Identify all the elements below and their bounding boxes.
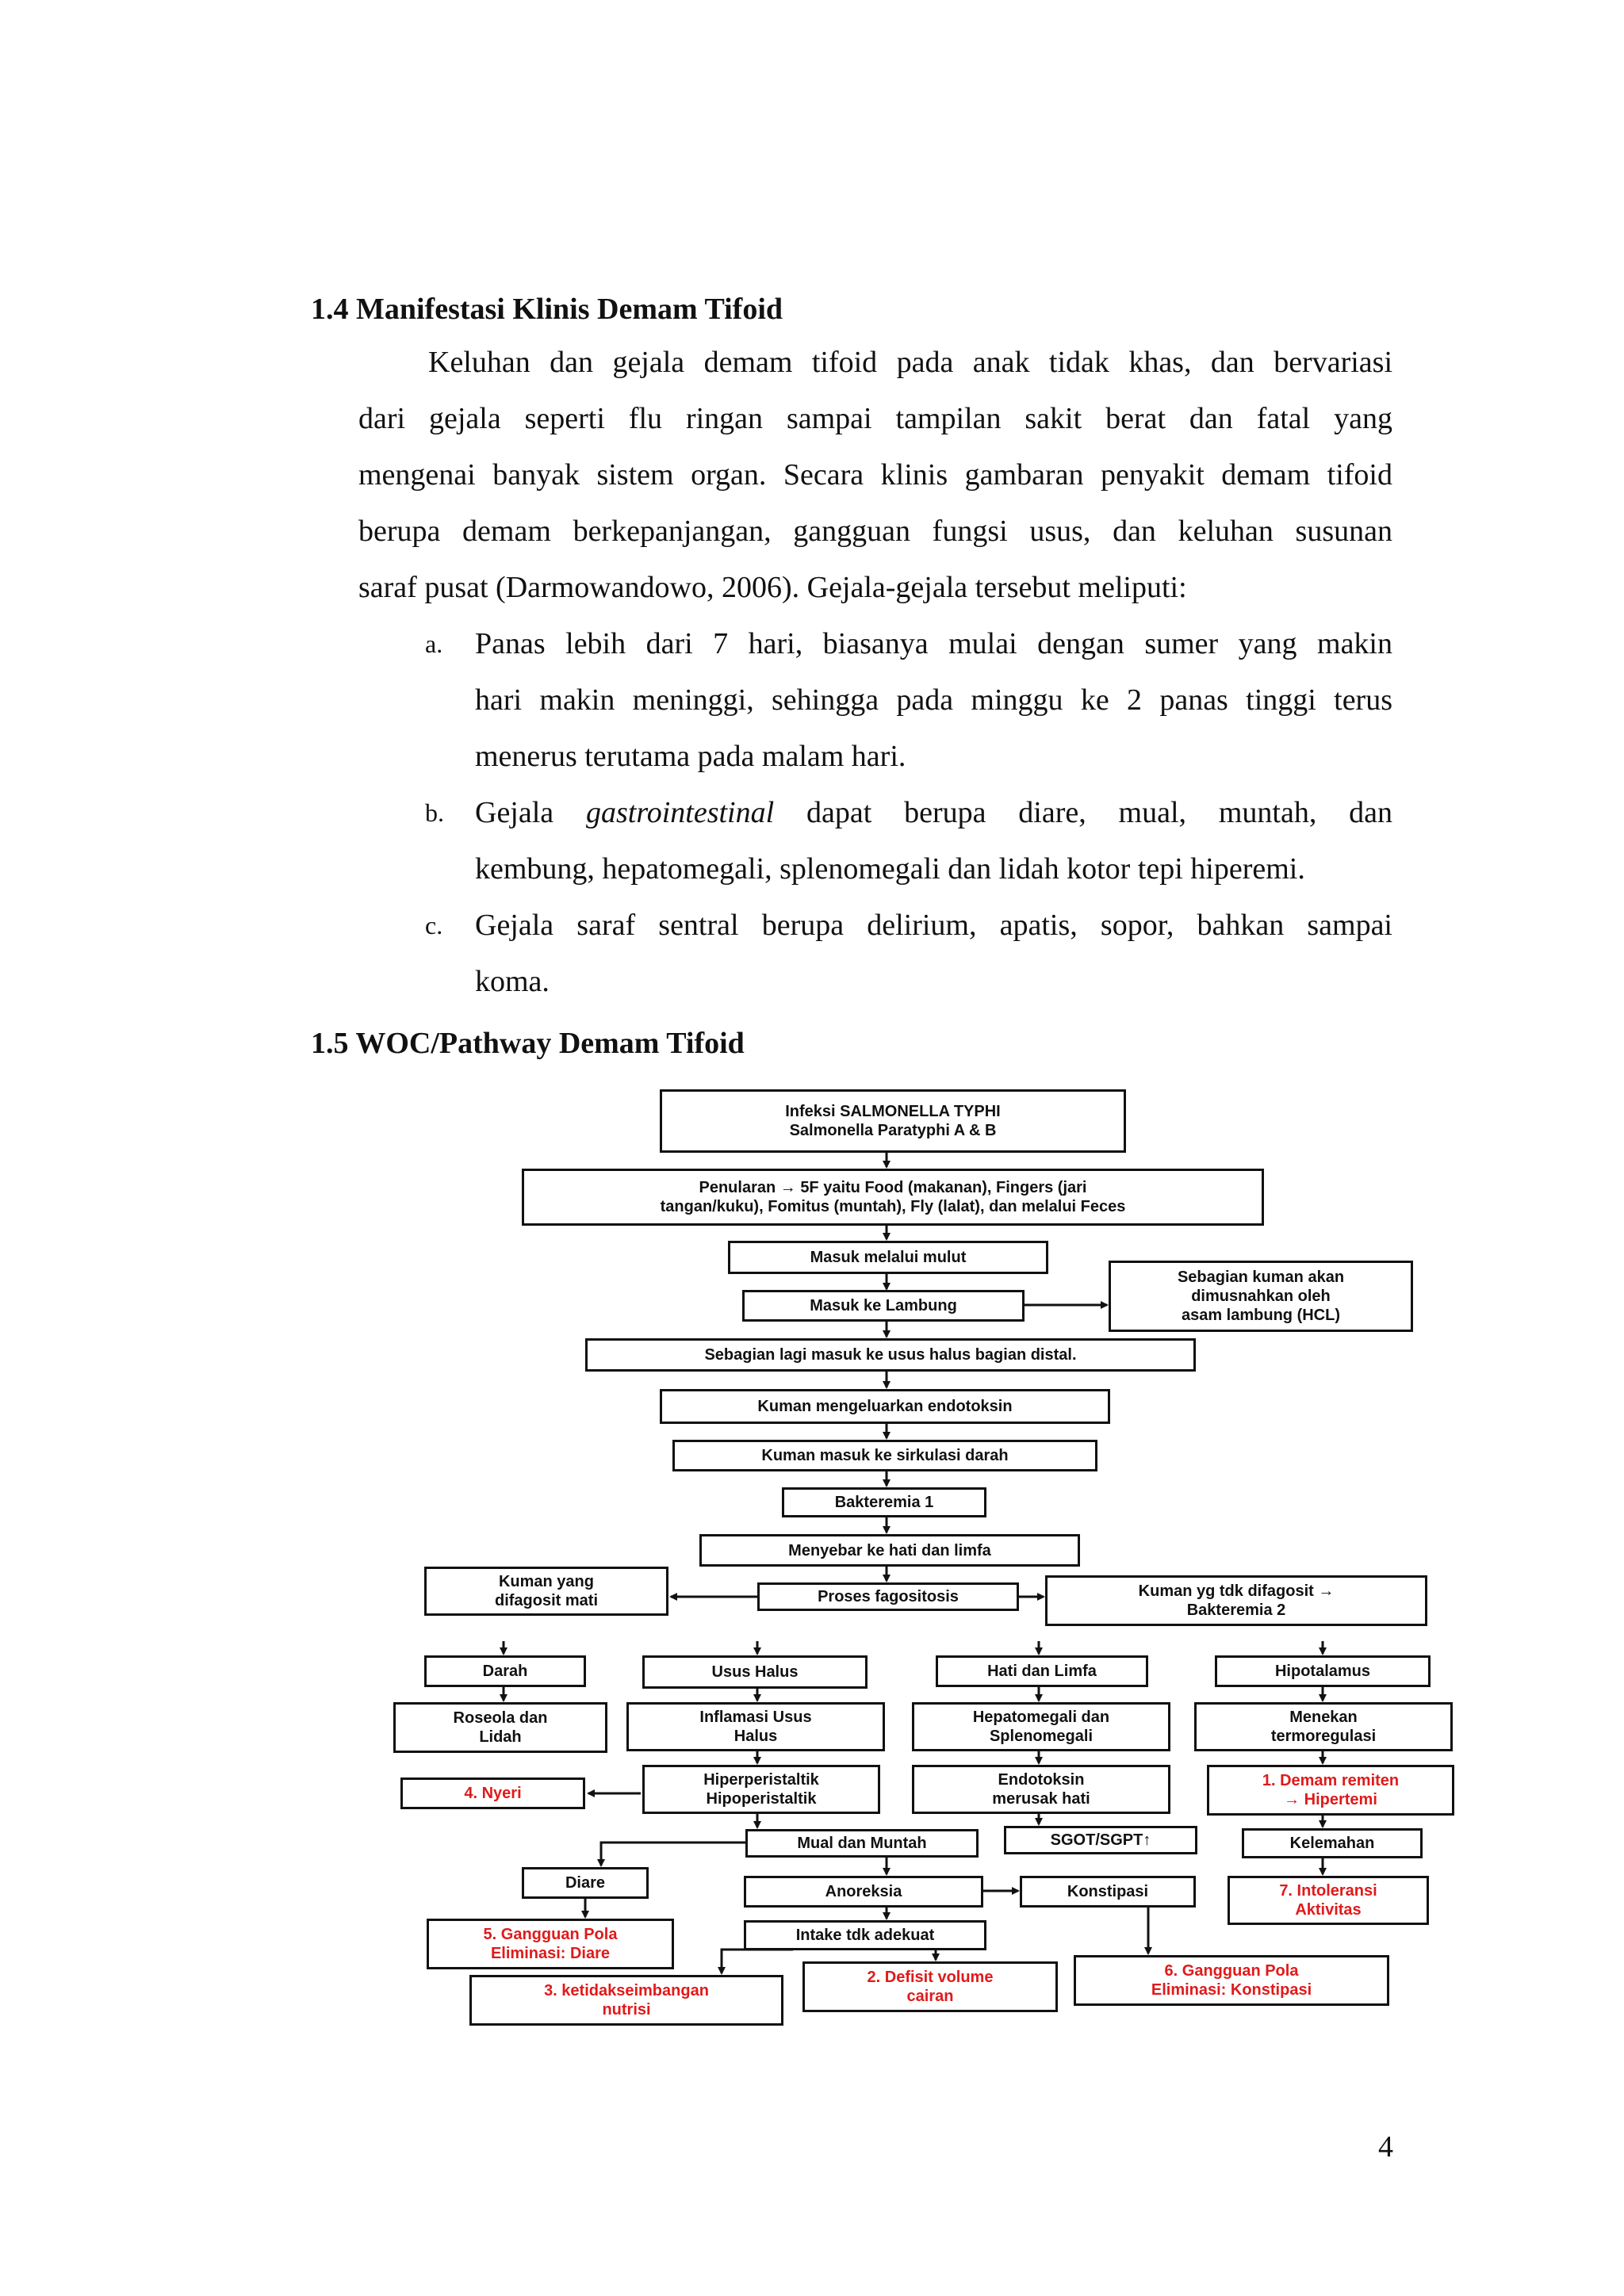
box-usus-distal: Sebagian lagi masuk ke usus halus bagian distal.	[585, 1338, 1196, 1372]
intro-line-3: mengenai banyak sistem organ. Secara klinis gambaran penyakit demam tifoid	[358, 458, 1392, 492]
box-fagositosis: Proses fagositosis	[757, 1582, 1019, 1611]
section-heading-1-5: 1.5 WOC/Pathway Demam Tifoid	[311, 1027, 745, 1060]
list-c-line-2: koma.	[475, 965, 550, 998]
list-marker: c.	[425, 911, 443, 939]
box-termoregulasi: Menekan termoregulasi	[1194, 1702, 1453, 1751]
box-menyebar: Menyebar ke hati dan limfa	[699, 1534, 1080, 1567]
box-infeksi: Infeksi SALMONELLA TYPHI Salmonella Paratyphi A & B	[660, 1089, 1126, 1153]
box-lambung: Masuk ke Lambung	[742, 1290, 1025, 1322]
box-inflamasi: Inflamasi Usus Halus	[626, 1702, 885, 1751]
box-intake: Intake tdk adekuat	[744, 1920, 986, 1950]
box-endotoksin: Kuman mengeluarkan endotoksin	[660, 1389, 1110, 1424]
box-sgot-sgpt: SGOT/SGPT↑	[1004, 1826, 1197, 1854]
box-intoleransi: 7. Intoleransi Aktivitas	[1228, 1876, 1429, 1925]
box-peristaltik: Hiperperistaltik Hipoperistaltik	[642, 1765, 880, 1814]
box-anoreksia: Anoreksia	[744, 1876, 983, 1908]
list-c-line-1: Gejala saraf sentral berupa delirium, apatis, sopor, bahkan sampai	[475, 909, 1392, 942]
list-marker: b.	[425, 798, 444, 827]
box-hepatomegali: Hepatomegali dan Splenomegali	[912, 1702, 1170, 1751]
box-usus-halus: Usus Halus	[642, 1655, 868, 1689]
box-hati-limfa: Hati dan Limfa	[936, 1655, 1148, 1687]
box-sirkulasi: Kuman masuk ke sirkulasi darah	[672, 1440, 1097, 1471]
box-konstipasi: Konstipasi	[1020, 1876, 1196, 1908]
box-demam-remiten: 1. Demam remiten → Hipertemi	[1207, 1765, 1454, 1816]
list-a-line-1: Panas lebih dari 7 hari, biasanya mulai dengan sumer yang makin	[475, 627, 1392, 660]
box-kelemahan: Kelemahan	[1242, 1828, 1423, 1858]
box-difagosit-mati: Kuman yang difagosit mati	[424, 1567, 668, 1616]
list-marker: a.	[425, 629, 443, 658]
box-bakteremia-2: Kuman yg tdk difagosit → Bakteremia 2	[1045, 1575, 1427, 1626]
box-nutrisi: 3. ketidakseimbangan nutrisi	[469, 1975, 783, 2026]
box-hcl: Sebagian kuman akan dimusnahkan oleh asam lambung (HCL)	[1109, 1261, 1413, 1332]
box-roseola: Roseola dan Lidah	[393, 1702, 607, 1753]
list-b-italic: gastrointestinal	[585, 796, 775, 829]
list-a-line-2: hari makin meninggi, sehingga pada minggu ke 2 panas tinggi terus	[475, 683, 1392, 717]
box-gangguan-konstipasi: 6. Gangguan Pola Eliminasi: Konstipasi	[1074, 1955, 1389, 2006]
list-b-pre: Gejala	[475, 796, 554, 829]
intro-line-5: saraf pusat (Darmowandowo, 2006). Gejala-gejala tersebut meliputi:	[358, 571, 1187, 604]
section-heading-1-4: 1.4 Manifestasi Klinis Demam Tifoid	[311, 293, 783, 326]
box-diare: Diare	[522, 1867, 649, 1899]
box-gangguan-diare: 5. Gangguan Pola Eliminasi: Diare	[427, 1919, 674, 1969]
box-defisit-volume: 2. Defisit volume cairan	[802, 1961, 1058, 2012]
list-a-line-3: menerus terutama pada malam hari.	[475, 740, 906, 773]
arrow	[601, 1843, 745, 1866]
box-bakteremia-1: Bakteremia 1	[782, 1487, 986, 1517]
page-number: 4	[1378, 2130, 1393, 2164]
intro-line-4: berupa demam berkepanjangan, gangguan fungsi usus, dan keluhan susunan	[358, 515, 1392, 548]
box-darah: Darah	[424, 1655, 586, 1687]
box-mual-muntah: Mual dan Muntah	[745, 1829, 979, 1858]
intro-line-2: dari gejala seperti flu ringan sampai tampilan sakit berat dan fatal yang	[358, 402, 1392, 435]
intro-line-1: Keluhan dan gejala demam tifoid pada anak tidak khas, dan bervariasi	[428, 346, 1392, 379]
list-b-line-2: kembung, hepatomegali, splenomegali dan lidah kotor tepi hiperemi.	[475, 852, 1305, 886]
box-endotoksin-hati: Endotoksin merusak hati	[912, 1765, 1170, 1814]
box-mulut: Masuk melalui mulut	[728, 1241, 1048, 1274]
box-nyeri: 4. Nyeri	[400, 1777, 585, 1809]
box-penularan: Penularan → 5F yaitu Food (makanan), Fingers (jari tangan/kuku), Fomitus (muntah), Fly (lalat), dan melalui Feces	[522, 1169, 1264, 1226]
list-b-post: dapat berupa diare, mual, muntah, dan	[806, 796, 1393, 829]
box-hipotalamus: Hipotalamus	[1215, 1655, 1431, 1687]
arrow	[722, 1950, 793, 1973]
